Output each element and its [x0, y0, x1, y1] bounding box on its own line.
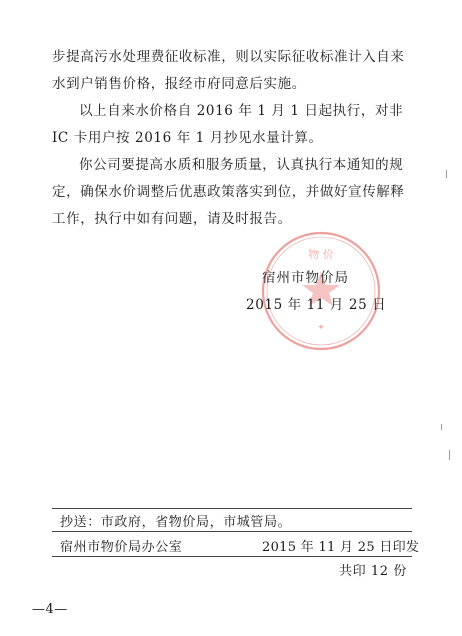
footer-rule-top	[52, 508, 412, 509]
svg-text:✦: ✦	[317, 323, 325, 333]
issuing-office: 宿州市物价局办公室	[60, 540, 183, 555]
cc-recipients: 抄送：市政府，省物价局，市城管局。	[60, 515, 292, 530]
signature-organization: 宿州市物价局	[262, 270, 349, 286]
footer-rule-middle	[52, 531, 412, 532]
body-paragraph-2: 以上自来水价格自 2016 年 1 月 1 日起执行，对非 IC 卡用户按 2016 年 1 月抄见水量计算。	[52, 103, 404, 146]
scan-speck	[446, 170, 447, 178]
body-paragraph-1: 步提高污水处理费征收标准，则以实际征收标准计入自来水到户销售价格，报经市府同意后实施。	[52, 49, 405, 92]
signature-date: 2015 年 11 月 25 日	[246, 297, 387, 313]
body-paragraph-3: 你公司要提高水质和服务质量，认真执行本通知的规定，确保水价调整后优惠政策落实到位，并做好宣传解释工作，执行中如有问题，请及时报告。	[52, 157, 405, 227]
print-date: 2015 年 11 月 25 日印发	[262, 540, 420, 555]
scan-speck	[449, 450, 450, 460]
scan-speck	[441, 424, 442, 430]
official-seal-stamp	[258, 228, 384, 354]
svg-text:物 价: 物 价	[308, 248, 334, 261]
footer-rule-bottom	[52, 556, 412, 557]
page-number: —4—	[32, 602, 68, 617]
copies-count: 共印 12 份	[339, 564, 408, 579]
